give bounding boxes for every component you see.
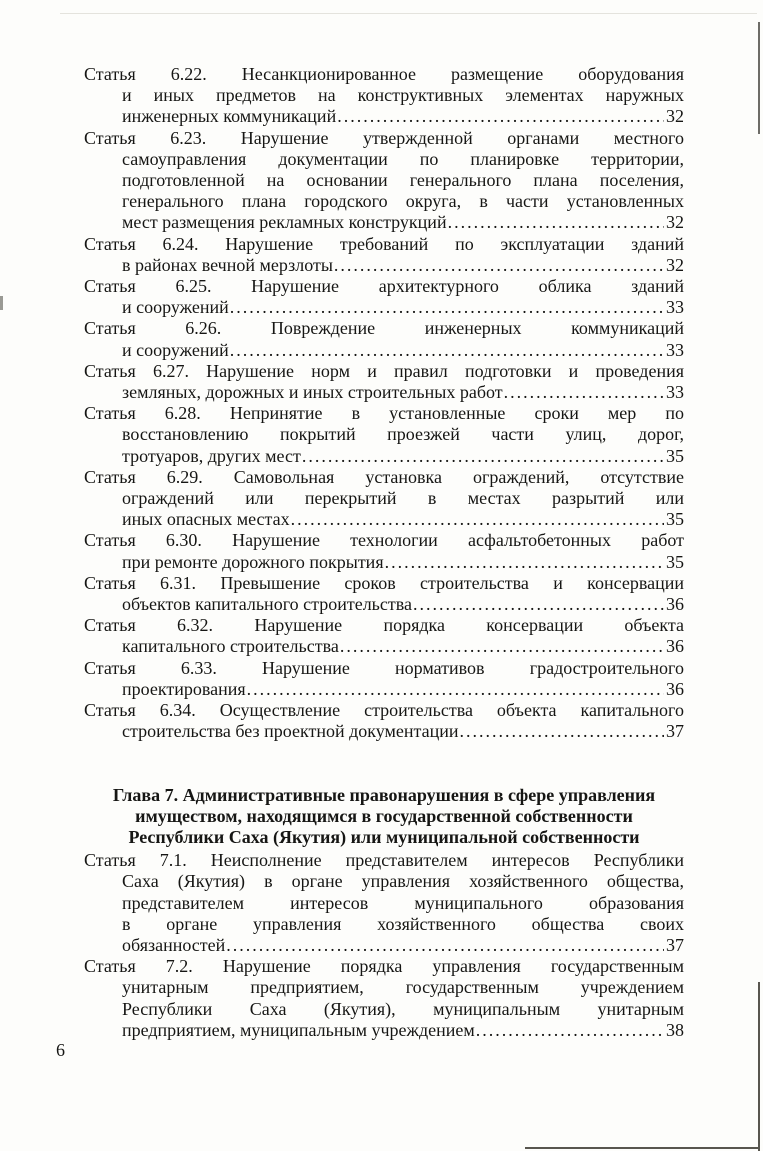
toc-entry-page-number: 36 [666,636,684,657]
scan-artifact-left-edge [0,296,3,310]
toc-entry-line: в органе управления хозяйственного общества своих [122,913,684,934]
toc-entry-line: Республики Саха (Якутия), муниципальным унитарным [122,998,684,1019]
dot-leader [384,552,664,573]
toc-entry-line: унитарным предприятием, государственным учреждением [122,977,684,998]
toc-entry-line: Саха (Якутия) в органе управления хозяйственного общества, [122,871,684,892]
toc-entry [84,956,684,1041]
toc-entry-leader-line [84,106,684,127]
dot-leader [225,935,664,956]
toc-entry-leader-line [84,721,684,742]
toc-entry-leader-line [84,297,684,318]
dot-leader [412,594,664,615]
toc-entry-line: Статья 6.22. Несанкционированное размещение оборудования [84,64,684,84]
toc-entry-line: Статья 6.31. Превышение сроков строительства и консервации [84,572,684,593]
toc-entry-text: земляных, дорожных и иных строительных работ [122,382,503,403]
toc-entry-line: восстановлению покрытий проезжей части улиц, дорог, [122,424,684,445]
toc-entry-page-number: 35 [666,445,684,466]
toc-entry [84,64,684,128]
toc-entry [84,467,684,531]
toc-entry-page-number: 35 [666,509,684,530]
scan-artifact-right-edge-top [758,22,760,134]
toc-entry-line: Статья 6.30. Нарушение технологии асфальтобетонных работ [84,530,684,551]
toc-entry-page-number: 32 [666,212,684,233]
toc-entry-line: Статья 6.33. Нарушение нормативов градостроительного [84,657,684,678]
toc-entry-text: в районах вечной мерзлоты [122,254,333,275]
toc-entry-line: представителем интересов муниципального образования [122,892,684,913]
toc-entry-leader-line [84,509,684,530]
toc-entry-page-number: 32 [666,254,684,275]
table-of-contents [84,64,684,1041]
toc-entry-line: Статья 7.1. Неисполнение представителем интересов Республики [84,850,684,871]
toc-entry [84,573,684,615]
toc-entry-text: иных опасных местах [122,509,290,530]
dot-leader [246,679,664,700]
chapter-heading-line: имуществом, находящимся в государственной собственности [135,805,633,826]
toc-entry-page-number: 37 [666,721,684,742]
toc-entry-page-number: 38 [666,1019,684,1040]
toc-entry-line: подготовленной на основании генерального плана поселения, [122,170,684,191]
toc-entry-leader-line [84,446,684,467]
toc-entry-page-number: 36 [666,678,684,699]
toc-entry-leader-line [84,552,684,573]
toc-entry-text: строительства без проектной документации [122,721,459,742]
scan-artifact-top-edge [60,13,757,14]
toc-entry-page-number: 37 [666,934,684,955]
toc-entry [84,276,684,318]
toc-entry-line: Статья 6.26. Повреждение инженерных коммуникаций [84,318,684,339]
toc-entry [84,530,684,572]
toc-entry-line: ограждений или перекрытий в местах разрытий или [122,488,684,509]
dot-leader [458,721,664,742]
toc-entry-line: Статья 6.24. Нарушение требований по эксплуатации зданий [84,233,684,254]
dot-leader [339,636,664,657]
toc-entry-line: Статья 6.28. Непринятие в установленные сроки мер по [84,403,684,424]
dot-leader [333,255,664,276]
toc-entry [84,361,684,403]
dot-leader [503,382,664,403]
chapter-heading-line: Глава 7. Административные правонарушения в сфере управления [112,784,656,805]
toc-entry-leader-line [84,594,684,615]
dot-leader [475,1020,664,1041]
dot-leader [301,446,664,467]
toc-entry [84,615,684,657]
toc-entry-leader-line [84,255,684,276]
toc-entry-page-number: 33 [666,339,684,360]
toc-entry [84,318,684,360]
toc-entry-page-number: 33 [666,297,684,318]
toc-entry [84,700,684,742]
toc-entry-line: Статья 6.27. Нарушение норм и правил подготовки и проведения [84,360,684,381]
toc-entry-leader-line [84,340,684,361]
toc-entry-text: объектов капитального строительства [122,594,412,615]
toc-entry-leader-line [84,636,684,657]
toc-entry-line: Статья 6.29. Самовольная установка ограждений, отсутствие [84,466,684,487]
toc-entry-text: и сооружений [122,339,229,360]
toc-entry-page-number: 35 [666,551,684,572]
toc-entry-line: Статья 6.25. Нарушение архитектурного облика зданий [84,276,684,297]
toc-entry [84,850,684,956]
toc-entry [84,403,684,467]
toc-entry-line: Статья 6.23. Нарушение утвержденной органами местного [84,127,684,148]
toc-entry-text: при ремонте дорожного покрытия [122,551,384,572]
toc-entry-leader-line [84,935,684,956]
toc-entry-page-number: 36 [666,594,684,615]
toc-entry-text: капитального строительства [122,636,339,657]
toc-entry-text: и сооружений [122,297,229,318]
dot-leader [447,212,664,233]
toc-entry-line: Статья 7.2. Нарушение порядка управления государственным [84,956,684,977]
toc-entry-line: самоуправления документации по планировке территории, [122,148,684,169]
dot-leader [229,340,664,361]
toc-entry-leader-line [84,212,684,233]
toc-entry-text: обязанностей [122,934,226,955]
toc-entry-leader-line [84,1020,684,1041]
toc-entry-leader-line [84,679,684,700]
page-number: 6 [56,1040,65,1060]
dot-leader [336,106,664,127]
toc-entry-text: проектирования [122,678,246,699]
toc-entry-text: мест размещения рекламных конструкций [122,212,447,233]
toc-entry-text: предприятием, муниципальным учреждением [122,1019,475,1040]
scan-artifact-bottom-edge [525,1147,760,1149]
toc-entry [84,658,684,700]
scan-artifact-right-edge-bottom [758,982,760,1151]
toc-entry-page-number: 32 [666,106,684,127]
toc-entry-page-number: 33 [666,382,684,403]
toc-entry [84,128,684,234]
toc-entry-text: тротуаров, других мест [122,445,301,466]
toc-entry-line: Статья 6.34. Осуществление строительства объекта капитального [84,700,684,721]
dot-leader [290,509,664,530]
toc-entry-line: Статья 6.32. Нарушение порядка консервации объекта [84,615,684,636]
toc-entry [84,234,684,276]
toc-entry-line: генерального плана городского округа, в части установленных [122,191,684,212]
chapter-heading [84,785,684,849]
toc-entry-leader-line [84,382,684,403]
toc-entry-line: и иных предметов на конструктивных элементах наружных [122,85,684,106]
toc-entry-text: инженерных коммуникаций [122,106,337,127]
dot-leader [229,297,664,318]
chapter-heading-line: Республики Саха (Якутия) или муниципальной собственности [128,826,640,847]
